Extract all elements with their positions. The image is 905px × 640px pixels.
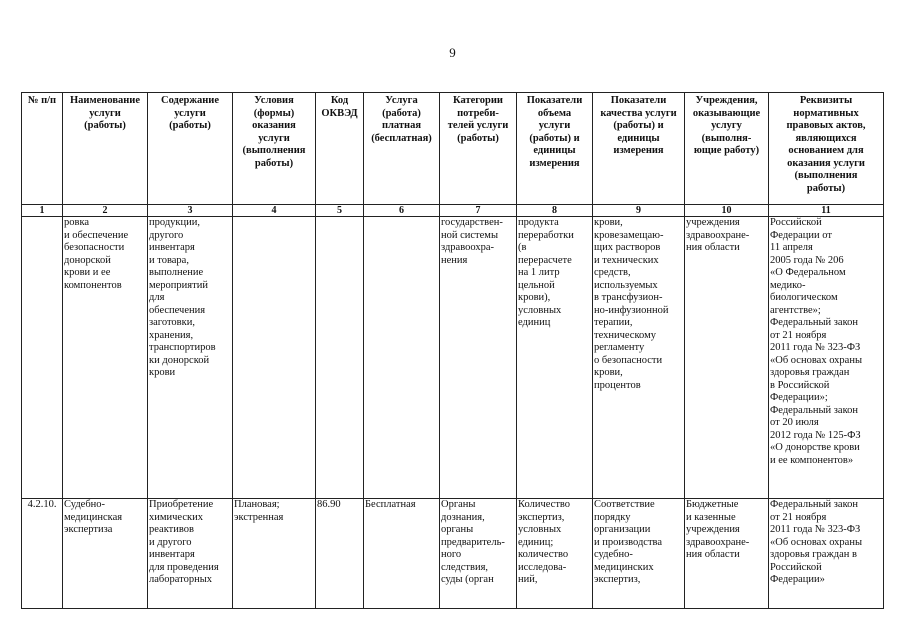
cell-consumers: Органы дознания, органы предваритель- ного следствия, суды (орган (440, 499, 517, 609)
cell-consumers: государствен- ной системы здравоохра- нения (440, 217, 517, 499)
table-row (22, 217, 884, 499)
cell-legal-acts: Федеральный закон от 21 ноября 2011 года № 323-ФЗ «Об основах охраны здоровья граждан в Российской Федерации» (769, 499, 884, 609)
cell-service-name: Судебно- медицинская экспертиза (63, 499, 148, 609)
column-number: 1 (22, 205, 63, 217)
cell-service-content: Приобретение химических реактивов и другого инвентаря для проведения лабораторных (148, 499, 233, 609)
cell-conditions: Плановая; экстренная (233, 499, 316, 609)
column-number: 9 (593, 205, 685, 217)
cell-okved: 86.90 (316, 499, 364, 609)
cell-volume: продукта переработки (в перерасчете на 1 литр цельной крови), условных единиц (517, 217, 593, 499)
header-cell-okved: Код ОКВЭД (316, 93, 364, 205)
cell-institutions: учреждения здравоохране- ния области (685, 217, 769, 499)
column-number-row (22, 205, 884, 217)
cell-quality: Соответствие порядку организации и производства судебно- медицинских экспертиз, (593, 499, 685, 609)
header-cell-conditions: Условия (формы) оказания услуги (выполнения работы) (233, 93, 316, 205)
cell-number: 4.2.10. (22, 499, 63, 609)
table-row (22, 499, 884, 609)
services-table (21, 92, 884, 609)
table-header-row (22, 93, 884, 205)
column-number: 2 (63, 205, 148, 217)
column-number: 10 (685, 205, 769, 217)
cell-conditions (233, 217, 316, 499)
column-number: 3 (148, 205, 233, 217)
cell-okved (316, 217, 364, 499)
cell-quality: крови, кровезамещаю- щих растворов и технических средств, используемых в трансфузион- но-инфузионной терапии, техническому регламенту о безопасности крови, процентов (593, 217, 685, 499)
cell-number (22, 217, 63, 499)
cell-paid (364, 217, 440, 499)
cell-service-content: продукции, другого инвентаря и товара, выполнение мероприятий для обеспечения заготовки, хранения, транспортиров ки донорской крови (148, 217, 233, 499)
column-number: 11 (769, 205, 884, 217)
header-cell-volume: Показатели объема услуги (работы) и единицы измерения (517, 93, 593, 205)
header-cell-number: № п/п (22, 93, 63, 205)
cell-institutions: Бюджетные и казенные учреждения здравоохране- ния области (685, 499, 769, 609)
cell-legal-acts: Российской Федерации от 11 апреля 2005 года № 206 «О Федеральном медико- биологическом агентстве»; Федеральный закон от 21 ноября 2011 года № 323-ФЗ «Об основах охраны здоровья граждан в Российской Федерации»; Федеральный закон от 20 июля 2012 года № 125-ФЗ «О донорстве крови и ее компонентов» (769, 217, 884, 499)
column-number: 5 (316, 205, 364, 217)
page-number: 9 (449, 45, 456, 60)
header-cell-legal-acts: Реквизиты нормативных правовых актов, являющихся основанием для оказания услуги (выполнения работы) (769, 93, 884, 205)
column-number: 7 (440, 205, 517, 217)
column-number: 4 (233, 205, 316, 217)
header-cell-consumers: Категории потреби- телей услуги (работы) (440, 93, 517, 205)
header-cell-paid: Услуга (работа) платная (бесплатная) (364, 93, 440, 205)
column-number: 8 (517, 205, 593, 217)
header-cell-institutions: Учреждения, оказывающие услугу (выполня- ющие работу) (685, 93, 769, 205)
column-number: 6 (364, 205, 440, 217)
header-cell-quality: Показатели качества услуги (работы) и единицы измерения (593, 93, 685, 205)
cell-paid: Бесплатная (364, 499, 440, 609)
header-cell-service-content: Содержание услуги (работы) (148, 93, 233, 205)
header-cell-service-name: Наименование услуги (работы) (63, 93, 148, 205)
cell-volume: Количество экспертиз, условных единиц; количество исследова- ний, (517, 499, 593, 609)
cell-service-name: ровка и обеспечение безопасности донорской крови и ее компонентов (63, 217, 148, 499)
